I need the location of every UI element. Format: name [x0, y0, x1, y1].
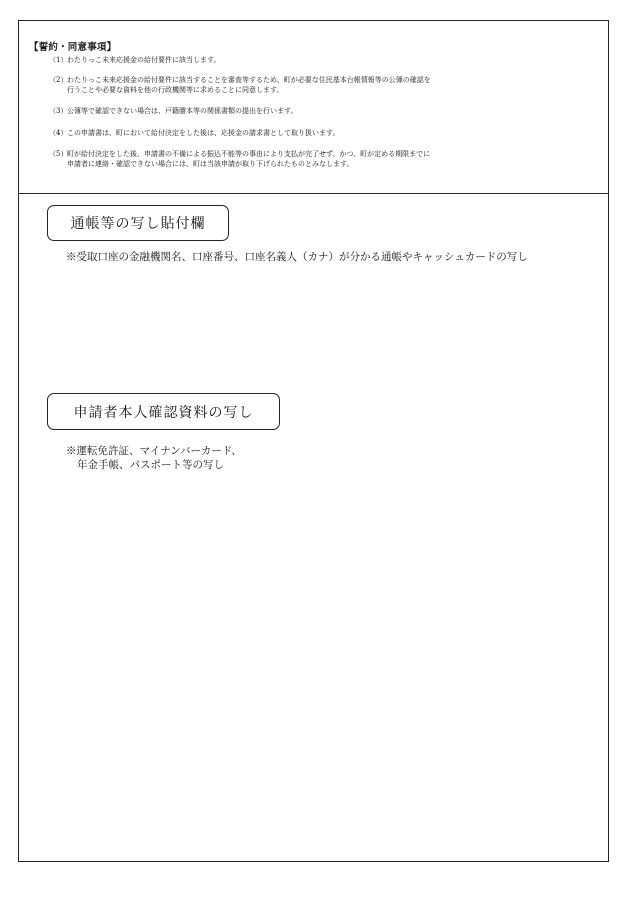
form-frame — [18, 20, 609, 862]
identity-note — [66, 444, 242, 472]
identity-note-line: ※運転免許証、マイナンバーカード、 — [66, 445, 242, 457]
term-item-3 — [49, 106, 297, 116]
identity-doc-label: 申請者本人確認資料の写し — [47, 393, 280, 430]
term-text-continued: 申請者に連絡・確認できない場合には、町は当該申請が取り下げられたものとみなします。 — [67, 160, 354, 168]
term-number: （1） — [49, 56, 68, 64]
identity-note-line: 年金手帳、パスポート等の写し — [77, 459, 224, 471]
term-text: 町が給付決定をした後、申請書の不備による振込不能等の事由により支払が完了せず、かつ、町が定める期限までに — [67, 150, 431, 158]
term-number: （5） — [49, 150, 68, 158]
term-number: （4） — [49, 129, 68, 137]
term-item-2 — [49, 75, 431, 95]
term-item-1 — [49, 55, 220, 65]
term-text: 公簿等で確認できない場合は、戸籍謄本等の関係書類の提出を行います。 — [67, 107, 298, 115]
term-number: （2） — [49, 76, 68, 84]
term-text: わたりっこ未来応援金の給付要件に該当します。 — [67, 56, 221, 64]
term-item-4 — [49, 128, 339, 138]
bankbook-attach-label: 通帳等の写し貼付欄 — [47, 205, 229, 241]
terms-title: 【誓約・同意事項】 — [29, 42, 117, 53]
term-number: （3） — [49, 107, 68, 115]
term-item-5 — [49, 149, 430, 169]
terms-section — [19, 21, 608, 194]
term-text-continued: 行うことや必要な資料を他の行政機関等に求めることに同意します。 — [67, 86, 284, 94]
term-text: わたりっこ未来応援金の給付要件に該当することを審査等するため、町が必要な住民基本台帳情報等の公簿の確認を — [67, 76, 431, 84]
bankbook-note: ※受取口座の金融機関名、口座番号、口座名義人（カナ）が分かる通帳やキャッシュカードの写し — [66, 251, 528, 263]
term-text: この申請書は、町において給付決定をした後は、応援金の請求書として取り扱います。 — [67, 129, 340, 137]
